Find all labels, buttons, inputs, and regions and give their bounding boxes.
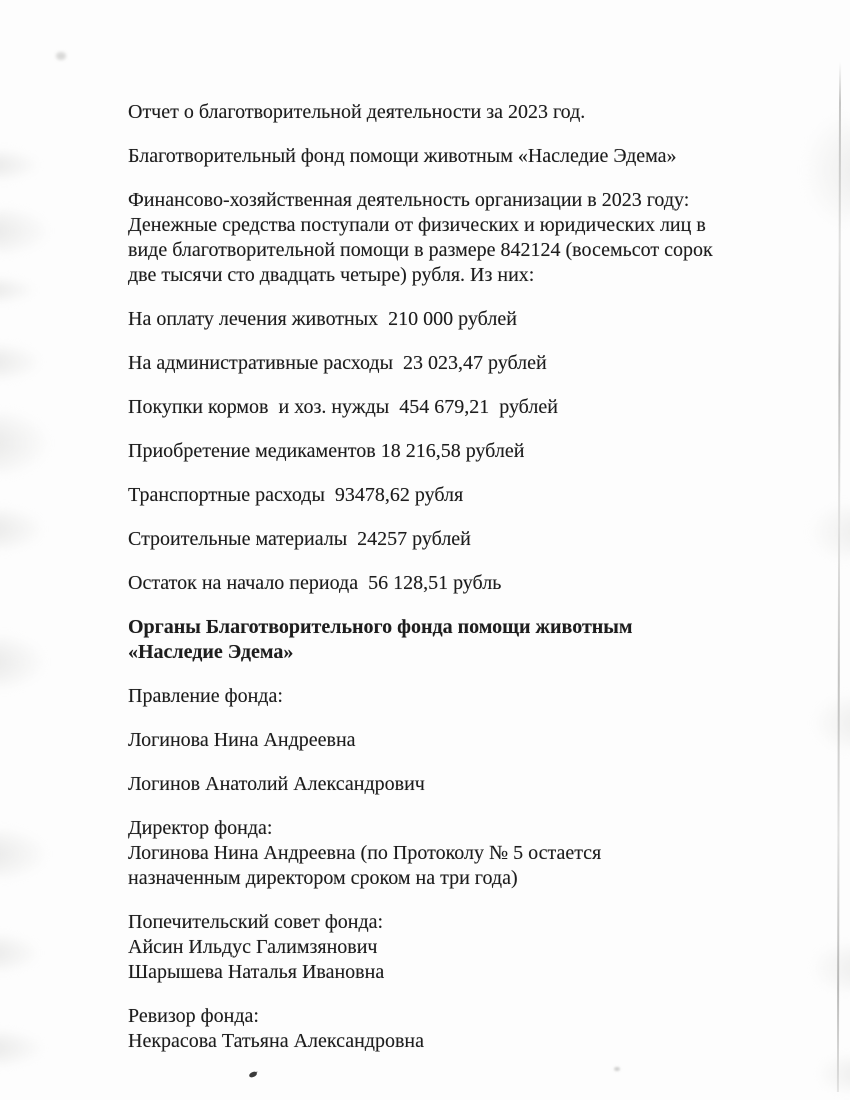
auditor-section xyxy=(128,1004,728,1054)
expense-line-medicine xyxy=(128,439,728,464)
board-member-2 xyxy=(128,772,728,797)
text-line: Органы Благотворительного фонда помощи животным xyxy=(128,616,633,638)
text-line: Транспортные расходы 93478,62 рубля xyxy=(128,484,464,506)
text-line: Шарышева Наталья Ивановна xyxy=(128,961,385,983)
scan-smudge xyxy=(812,940,850,996)
document-body xyxy=(128,100,728,1073)
scan-smudge xyxy=(0,276,34,304)
text-line: Айсин Ильдус Галимзянович xyxy=(128,936,378,958)
text-line: Отчет о благотворительной деятельности за 2023 год. xyxy=(128,101,586,123)
text-line: назначенным директором сроком на три года) xyxy=(128,867,518,889)
text-line: «Наследие Эдема» xyxy=(128,641,294,663)
text-line: Ревизор фонда: xyxy=(128,1005,259,1027)
text-line: виде благотворительной помощи в размере 842124 (восемьсот сорок xyxy=(128,239,713,261)
financial-activity-paragraph xyxy=(128,188,728,288)
fund-bodies-heading xyxy=(128,615,728,665)
text-line: Финансово-хозяйственная деятельность организации в 2023 году: xyxy=(128,189,690,211)
scan-smudge xyxy=(0,932,38,974)
scan-smudge xyxy=(0,826,46,882)
scan-smudge xyxy=(818,1052,850,1096)
text-line: На оплату лечения животных 210 000 рублей xyxy=(128,308,517,330)
scan-smudge xyxy=(0,342,40,382)
text-line: Покупки кормов и хоз. нужды 454 679,21 рублей xyxy=(128,396,558,418)
scan-smudge xyxy=(0,1028,42,1068)
text-line: Некрасова Татьяна Александровна xyxy=(128,1030,424,1052)
scan-edge-line xyxy=(837,62,841,1092)
scan-smudge xyxy=(814,692,850,754)
expense-line-construction xyxy=(128,527,728,552)
expense-line-admin xyxy=(128,351,728,376)
text-line: Строительные материалы 24257 рублей xyxy=(128,528,471,550)
scan-smudge xyxy=(804,110,850,230)
opening-balance-line xyxy=(128,571,728,596)
scan-speck xyxy=(56,52,66,60)
board-heading xyxy=(128,684,728,709)
text-line: На административные расходы 23 023,47 рублей xyxy=(128,352,547,374)
scan-smudge xyxy=(0,632,44,692)
report-title xyxy=(128,100,728,125)
scan-smudge xyxy=(0,148,38,182)
scan-smudge xyxy=(0,205,48,257)
fund-name xyxy=(128,144,728,169)
board-member-1 xyxy=(128,728,728,753)
text-line: Логинов Анатолий Александрович xyxy=(128,773,425,795)
text-line: Приобретение медикаментов 18 216,58 рублей xyxy=(128,440,525,462)
expense-line-food xyxy=(128,395,728,420)
expense-line-treatment xyxy=(128,307,728,332)
text-line: Логинова Нина Андреевна xyxy=(128,729,356,751)
director-section xyxy=(128,816,728,891)
text-line: Денежные средства поступали от физических и юридических лиц в xyxy=(128,214,706,236)
scan-smudge xyxy=(0,505,42,553)
text-line: две тысячи сто двадцать четыре) рубля. Из них: xyxy=(128,264,535,286)
text-line: Правление фонда: xyxy=(128,685,283,707)
text-line: Попечительский совет фонда: xyxy=(128,911,384,933)
text-line: Директор фонда: xyxy=(128,817,273,839)
text-line: Благотворительный фонд помощи животным «Наследие Эдема» xyxy=(128,145,677,167)
scan-smudge xyxy=(810,500,850,564)
text-line: Остаток на начало периода 56 128,51 рубль xyxy=(128,572,502,594)
trustee-council-section xyxy=(128,910,728,985)
expense-line-transport xyxy=(128,483,728,508)
text-line: Логинова Нина Андреевна (по Протоколу № 5 остается xyxy=(128,842,602,864)
scan-smudge xyxy=(0,408,48,478)
